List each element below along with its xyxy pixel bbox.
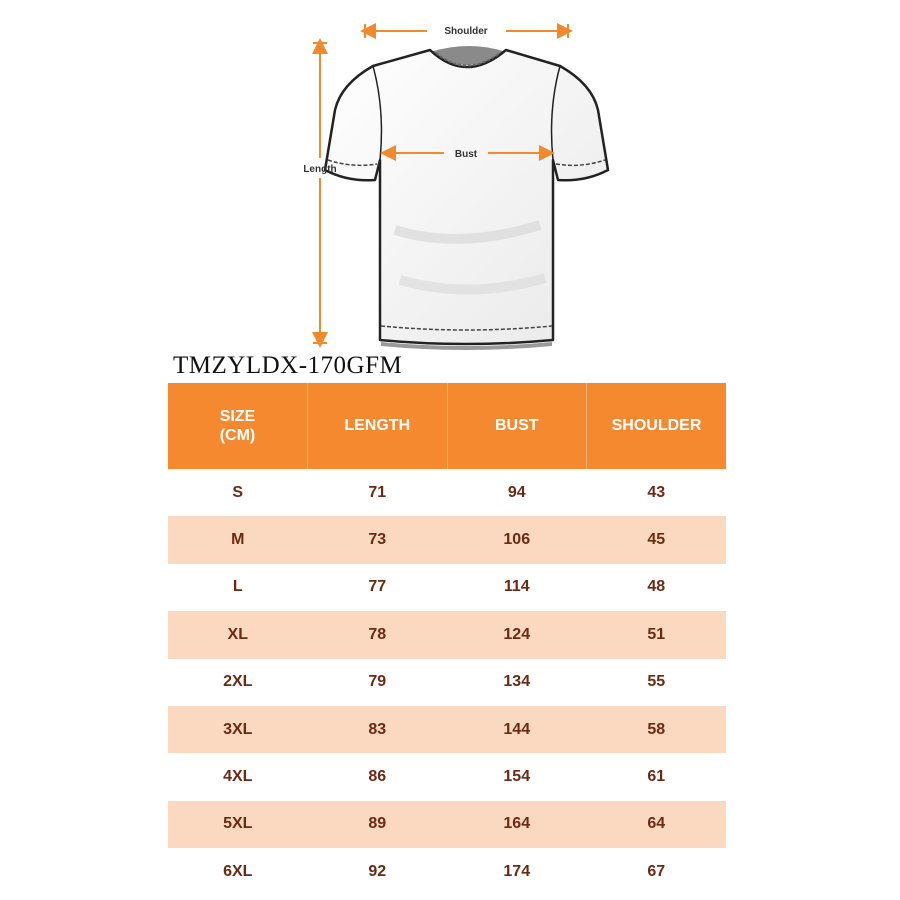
cell-bust: 124 <box>447 611 587 658</box>
shoulder-measure <box>365 24 568 38</box>
cell-bust: 164 <box>447 801 587 848</box>
cell-bust: 134 <box>447 659 587 706</box>
table-row <box>168 706 726 753</box>
cell-bust: 106 <box>447 516 587 563</box>
bust-label: Bust <box>454 149 478 160</box>
length-measure <box>303 43 336 343</box>
cell-bust: 114 <box>447 564 587 611</box>
cell-size: 2XL <box>168 659 308 706</box>
cell-bust: 174 <box>447 848 587 895</box>
cell-shoulder: 48 <box>587 564 727 611</box>
table-row <box>168 848 726 895</box>
cell-bust: 144 <box>447 706 587 753</box>
cell-bust: 94 <box>447 469 587 516</box>
cell-size: S <box>168 469 308 516</box>
cell-length: 71 <box>308 469 448 516</box>
model-code: TMZYLDX-170GFM <box>173 352 403 379</box>
cell-size: 5XL <box>168 801 308 848</box>
table-row <box>168 611 726 658</box>
cell-shoulder: 55 <box>587 659 727 706</box>
cell-size: M <box>168 516 308 563</box>
header-shoulder: SHOULDER <box>587 383 727 469</box>
cell-length: 77 <box>308 564 448 611</box>
table-row <box>168 564 726 611</box>
header-size: SIZE (CM) <box>168 383 308 469</box>
size-chart-table <box>168 383 726 896</box>
length-label: Length <box>303 164 337 175</box>
cell-shoulder: 43 <box>587 469 727 516</box>
cell-length: 73 <box>308 516 448 563</box>
cell-size: 6XL <box>168 848 308 895</box>
header-length: LENGTH <box>308 383 448 469</box>
table-row <box>168 801 726 848</box>
cell-length: 89 <box>308 801 448 848</box>
cell-shoulder: 58 <box>587 706 727 753</box>
table-row <box>168 516 726 563</box>
cell-shoulder: 61 <box>587 753 727 800</box>
cell-shoulder: 45 <box>587 516 727 563</box>
cell-length: 86 <box>308 753 448 800</box>
cell-length: 79 <box>308 659 448 706</box>
cell-size: 3XL <box>168 706 308 753</box>
table-row <box>168 469 726 516</box>
tshirt-icon <box>325 46 608 350</box>
cell-length: 78 <box>308 611 448 658</box>
cell-shoulder: 51 <box>587 611 727 658</box>
cell-size: L <box>168 564 308 611</box>
cell-length: 83 <box>308 706 448 753</box>
shoulder-label: Shoulder <box>444 26 488 37</box>
table-row <box>168 659 726 706</box>
cell-shoulder: 64 <box>587 801 727 848</box>
cell-length: 92 <box>308 848 448 895</box>
table-row <box>168 753 726 800</box>
cell-bust: 154 <box>447 753 587 800</box>
table-header-row <box>168 383 726 469</box>
header-bust: BUST <box>447 383 587 469</box>
cell-size: 4XL <box>168 753 308 800</box>
cell-shoulder: 67 <box>587 848 727 895</box>
cell-size: XL <box>168 611 308 658</box>
measurement-diagram <box>0 0 900 360</box>
